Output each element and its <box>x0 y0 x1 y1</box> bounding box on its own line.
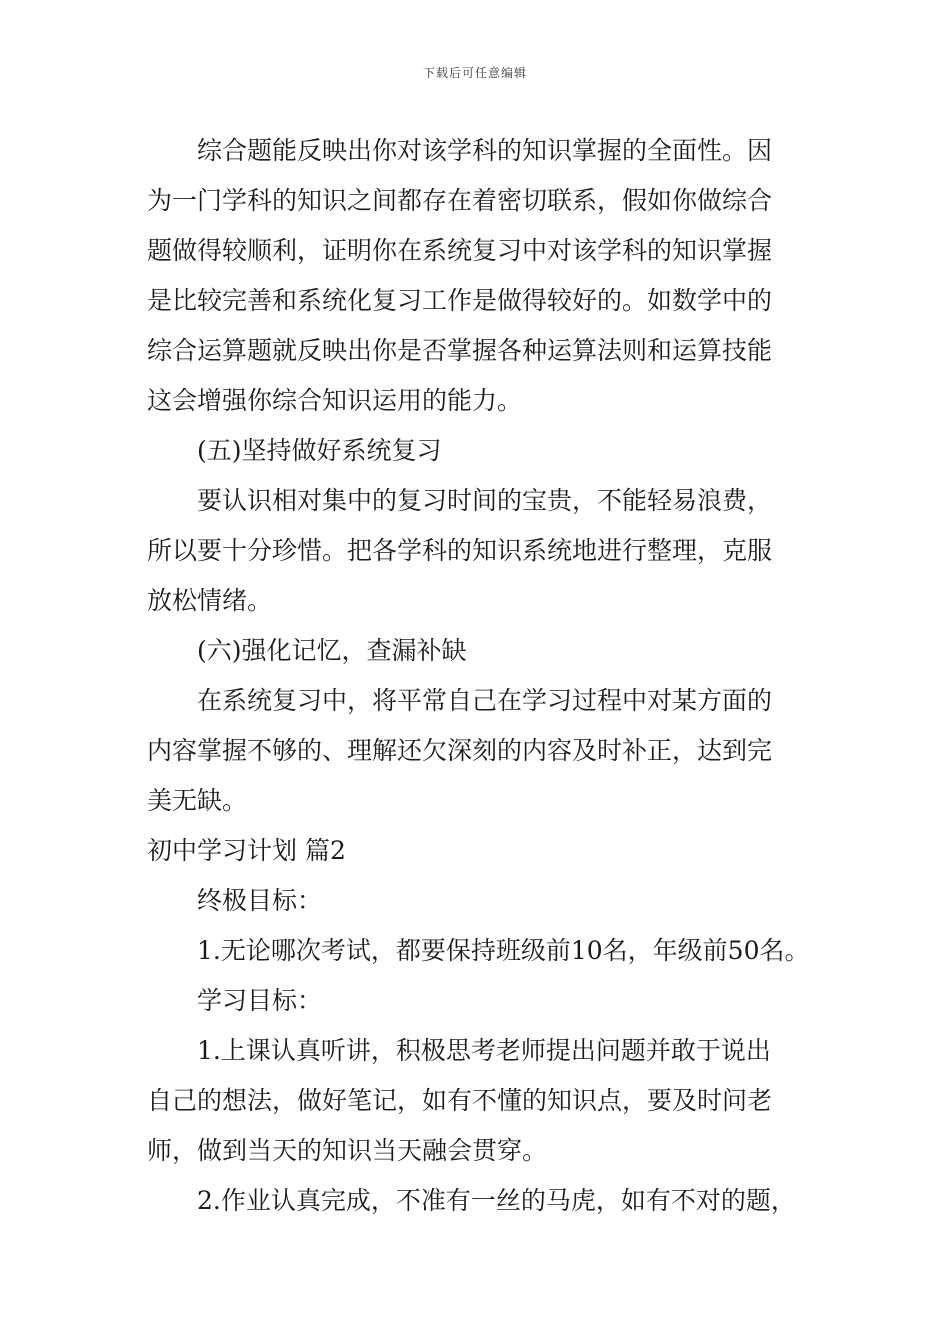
study-goal-label: 学习目标： <box>197 986 323 1015</box>
text-line: 综合运算题就反映出你是否掌握各种运算法则和运算技能 <box>147 336 773 365</box>
text-line: 是比较完善和系统化复习工作是做得较好的。如数学中的 <box>147 286 773 315</box>
subheading-six: (六)强化记忆，查漏补缺 <box>197 636 467 665</box>
text-line: 内容掌握不够的、理解还欠深刻的内容及时补正，达到完 <box>147 736 773 765</box>
text-line: 题做得较顺利，证明你在系统复习中对该学科的知识掌握 <box>147 236 773 265</box>
text-line: 这会增强你综合知识运用的能力。 <box>147 386 523 415</box>
document-body <box>147 126 827 1226</box>
paragraph-fill-gaps <box>147 676 827 826</box>
text-line: 师，做到当天的知识当天融会贯穿。 <box>147 1136 548 1165</box>
paragraph-review-time <box>147 476 827 626</box>
paragraph-comprehensive-questions <box>147 126 827 426</box>
text-line: 为一门学科的知识之间都存在着密切联系，假如你做综合 <box>147 186 773 215</box>
header-note: 下载后可任意编辑 <box>422 66 527 80</box>
text-line: 美无缺。 <box>147 786 248 815</box>
text-line: 所以要十分珍惜。把各学科的知识系统地进行整理，克服 <box>147 536 773 565</box>
study-goal-item-1 <box>147 1026 827 1176</box>
text-line: 1.上课认真听讲，积极思考老师提出问题并敢于说出 <box>197 1036 771 1065</box>
text-line: 要认识相对集中的复习时间的宝贵，不能轻易浪费， <box>197 486 773 515</box>
ultimate-goal-label: 终极目标： <box>197 886 323 915</box>
text-line: 放松情绪。 <box>147 586 273 615</box>
section-title: 初中学习计划 篇2 <box>147 836 346 865</box>
text-line: 在系统复习中，将平常自己在学习过程中对某方面的 <box>197 686 773 715</box>
text-line: 综合题能反映出你对该学科的知识掌握的全面性。因 <box>197 136 773 165</box>
subheading-five: (五)坚持做好系统复习 <box>197 436 442 465</box>
ultimate-goal-item: 1.无论哪次考试，都要保持班级前10名，年级前50名。 <box>197 936 810 965</box>
study-goal-item-2: 2.作业认真完成，不准有一丝的马虎，如有不对的题， <box>197 1186 796 1215</box>
text-line: 自己的想法，做好笔记，如有不懂的知识点，要及时问老 <box>147 1086 773 1115</box>
